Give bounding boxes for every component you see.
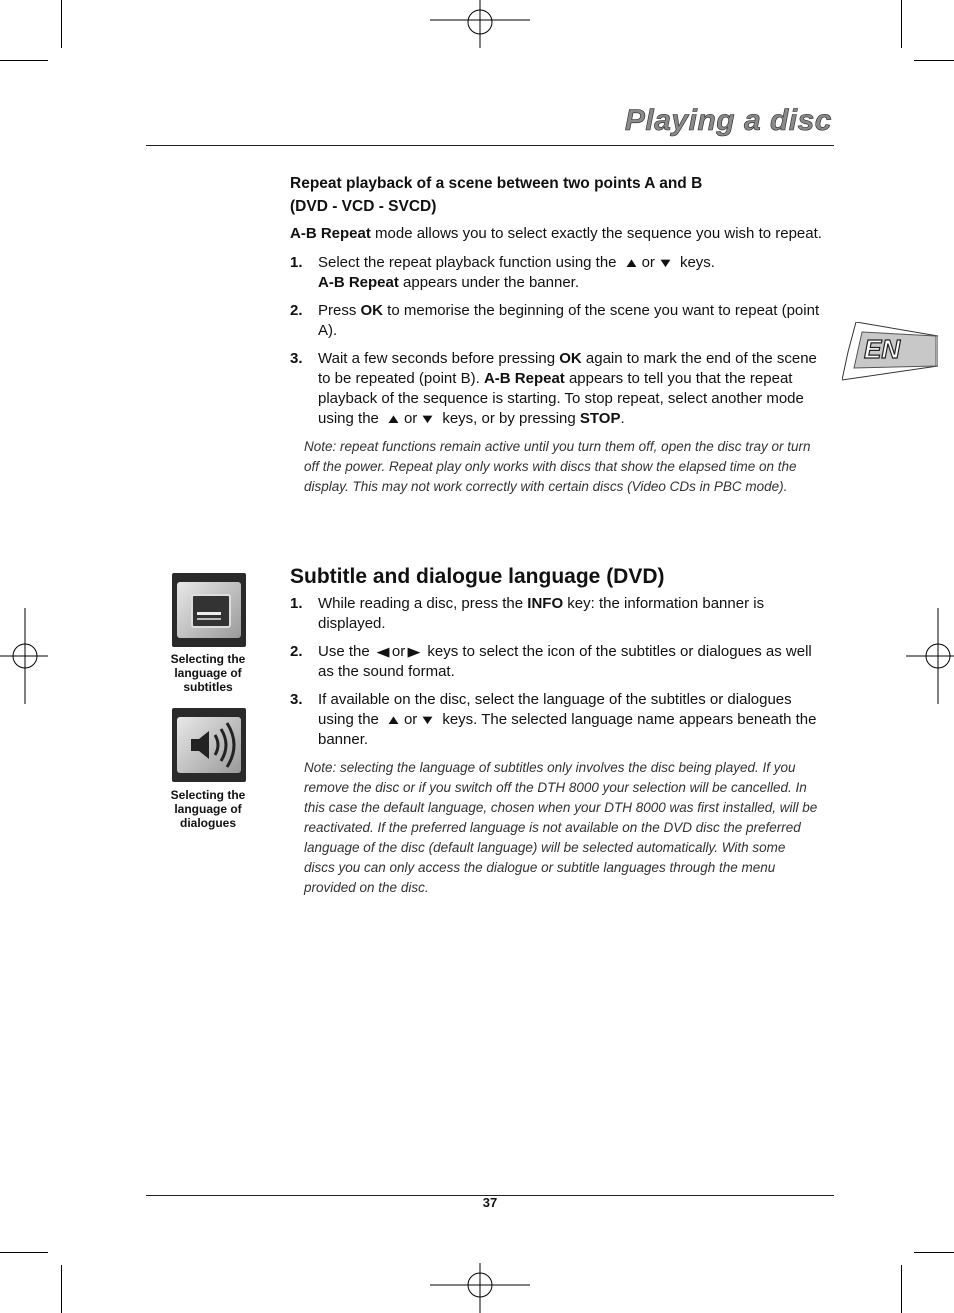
- section-heading: [290, 172, 830, 218]
- note-text: Note: repeat functions remain active until you turn them off, open the disc tray or turn off the power. Repeat play only works with discs that show the elapsed time on the display. This may not work correctly with certain discs (Video CDs in PBC mode).: [304, 439, 811, 494]
- step-text: .: [620, 410, 625, 427]
- step-text: Use the: [318, 643, 370, 660]
- list-item: [290, 253, 830, 293]
- step-text: keys to select the icon of the subtitles or dialogues as well as the sound format.: [318, 643, 812, 680]
- caption-subtitles: Selecting the language of subtitles: [170, 652, 246, 694]
- registration-mark-top: [430, 0, 530, 50]
- up-arrow-icon: ▲: [622, 255, 640, 270]
- section-repeat: [290, 172, 830, 497]
- down-arrow-icon: ▼: [419, 712, 437, 727]
- step-key: OK: [559, 350, 582, 367]
- step-text: keys. The selected language name appears beneath the banner.: [318, 711, 817, 748]
- step-text: to memorise the beginning of the scene you want to repeat (point A).: [318, 302, 820, 339]
- section-language: [290, 564, 830, 898]
- step-number: 3.: [290, 691, 303, 708]
- step-number: 1.: [290, 254, 303, 271]
- step-number: 2.: [290, 302, 303, 319]
- step-number: 3.: [290, 350, 303, 367]
- step-key: INFO: [527, 595, 564, 612]
- list-item: [290, 349, 830, 429]
- page-title: Playing a disc: [624, 104, 832, 137]
- page-number: 37: [482, 1195, 498, 1210]
- step-text: Press: [318, 302, 361, 319]
- step-text: again to mark the end of the scene to be repeated (point B).: [318, 350, 817, 387]
- left-arrow-icon: ◀: [376, 644, 390, 659]
- step-text: Wait a few seconds before pressing: [318, 350, 560, 367]
- list-item: [290, 690, 830, 750]
- step-text: key: the information banner is displayed.: [318, 595, 765, 632]
- down-arrow-icon: ▼: [656, 255, 674, 270]
- subtitles-icon: [172, 573, 246, 647]
- registration-mark-left: [0, 608, 48, 704]
- step-key: STOP: [579, 410, 621, 427]
- badge-label: EN: [864, 334, 901, 364]
- step-text: appears to tell you that the repeat playback of the sequence is starting. To stop repeat, select another mode using the: [318, 370, 804, 427]
- subtitles-icon-face: [177, 582, 241, 638]
- intro-bold: A-B Repeat: [290, 225, 371, 242]
- list-item: [290, 301, 830, 341]
- step-text: keys.: [679, 254, 715, 271]
- list-item: [290, 594, 830, 634]
- language-badge: [842, 322, 938, 370]
- step-text: If available on the disc, select the language of the subtitles or dialogues using the: [318, 691, 792, 728]
- down-arrow-icon: ▼: [419, 411, 437, 426]
- header-rule: [146, 145, 834, 146]
- step-number: 1.: [290, 595, 303, 612]
- up-arrow-icon: ▲: [385, 411, 402, 426]
- note-text: Note: selecting the language of subtitles only involves the disc being played. If you remove the disc or if you switch off the DTH 8000 your selection will be cancelled. In this case the default language, chosen when your DTH 8000 was first installed, will be reactivated. If the preferred language is not available on the DVD disc the preferred language of the disc (default language) will be selected automatically. With some discs you can only access the dialogue or subtitle languages through the menu provided on the disc.: [304, 760, 818, 895]
- registration-mark-right: [906, 608, 954, 704]
- step-key: A-B Repeat: [483, 370, 565, 387]
- step-key: A-B Repeat: [318, 274, 399, 291]
- intro-text: mode allows you to select exactly the sequence you wish to repeat.: [370, 225, 822, 242]
- heading-line-1: Repeat playback of a scene between two points A and B: [290, 175, 703, 192]
- step-key: OK: [360, 302, 384, 319]
- or-text: or: [403, 711, 418, 728]
- speaker-waves-icon: [177, 717, 241, 773]
- or-text: or: [403, 410, 418, 427]
- up-arrow-icon: ▲: [385, 712, 402, 727]
- dialogues-icon-face: [177, 717, 241, 773]
- step-text: While reading a disc, press the: [318, 595, 528, 612]
- steps-list: [290, 253, 830, 429]
- or-text: or: [641, 254, 655, 271]
- step-text: keys, or by pressing: [442, 410, 580, 427]
- dialogues-icon: [172, 708, 246, 782]
- step-number: 2.: [290, 643, 303, 660]
- section-heading: Subtitle and dialogue language (DVD): [290, 565, 665, 588]
- step-text: appears under the banner.: [398, 274, 579, 291]
- steps-list: [290, 594, 830, 750]
- intro-paragraph: [290, 224, 830, 244]
- step-text: Select the repeat playback function using the: [318, 254, 617, 271]
- heading-line-2: (DVD - VCD - SVCD): [290, 198, 437, 215]
- or-text: or: [391, 643, 406, 660]
- caption-dialogues: Selecting the language of dialogues: [170, 788, 246, 830]
- list-item: [290, 642, 830, 682]
- registration-mark-bottom: [430, 1263, 530, 1313]
- right-arrow-icon: ▶: [407, 644, 421, 659]
